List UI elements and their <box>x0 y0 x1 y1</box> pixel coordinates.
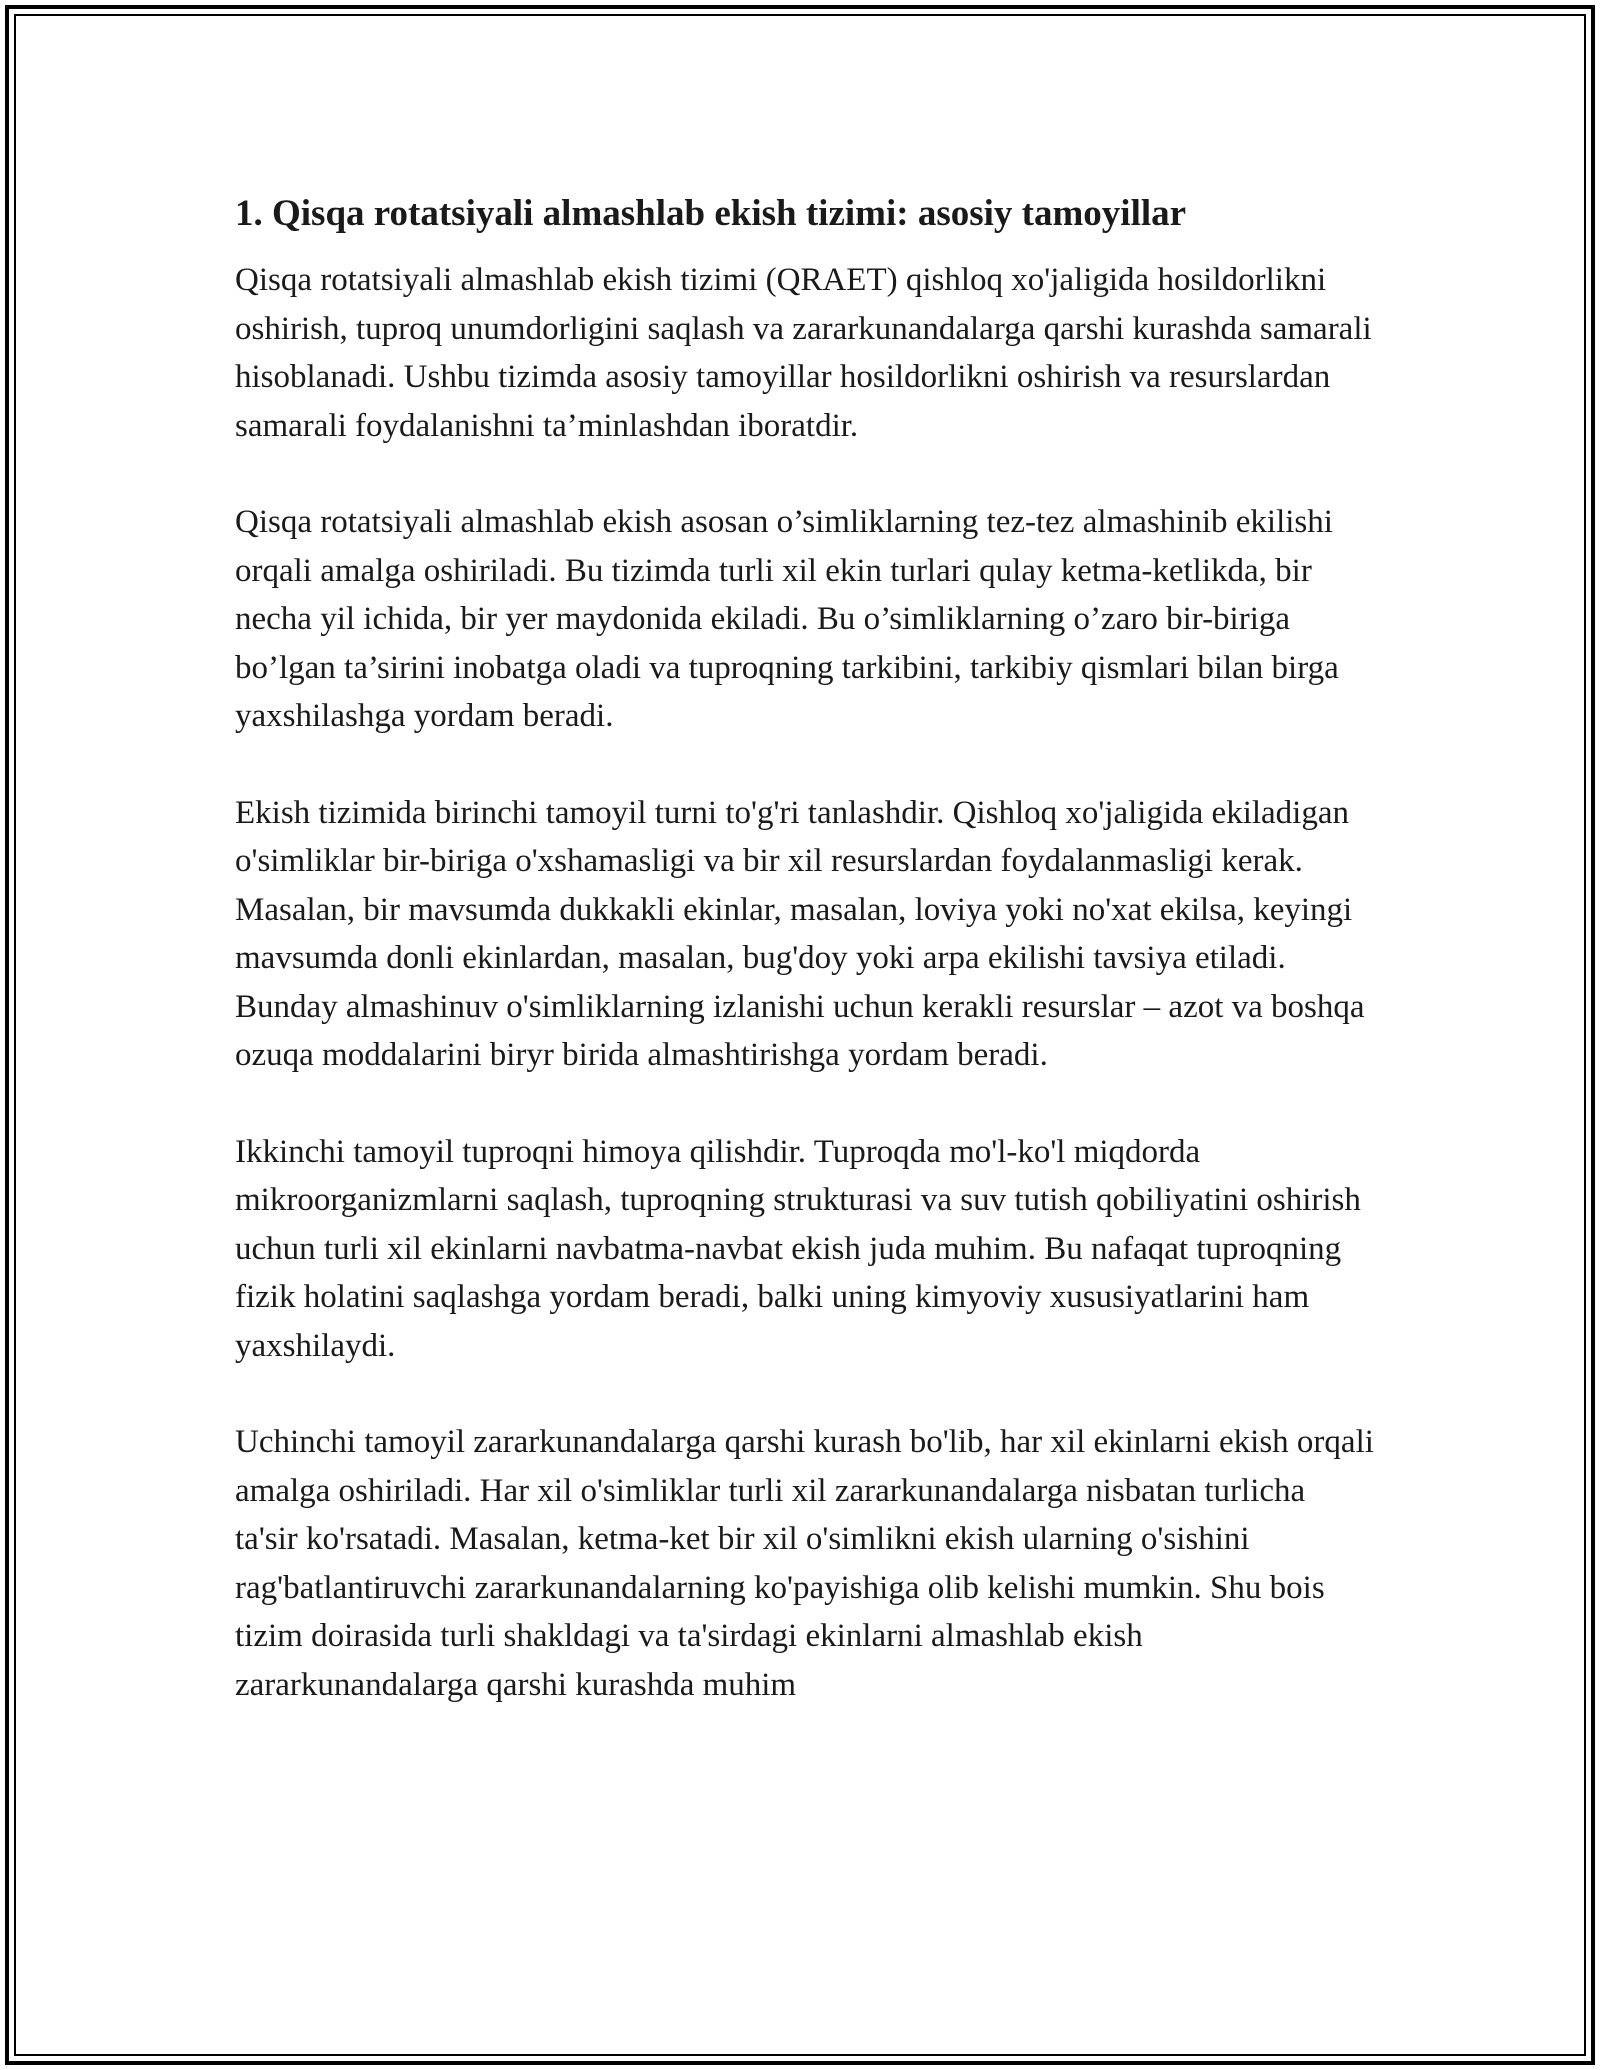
paragraph-intro: Qisqa rotatsiyali almashlab ekish tizimi (QRAET) qishloq xo'jaligida hosildorlikni oshirish, tuproq unumdorligini saqlash va zararkunandalarga qarshi kurashda samarali hisoblanadi. Ushbu tizimda asosiy tamoyillar hosildorlikni oshirish va resurslardan samarali foydalanishni ta’minlashdan iboratdir. <box>235 262 1372 444</box>
paragraph-rotation: Qisqa rotatsiyali almashlab ekish asosan o’simliklarning tez-tez almashinib ekilishi orqali amalga oshiriladi. Bu tizimda turli xil ekin turlari qulay ketma-ketlikda, bir necha yil ichida, bir yer maydonida ekiladi. Bu o’simliklarning o’zaro bir-biriga bo’lgan ta’sirini inobatga oladi va tuproqning tarkibini, tarkibiy qismlari bilan birga yaxshilashga yordam beradi. <box>235 504 1339 734</box>
paragraph-third-principle: Uchinchi tamoyil zararkunandalarga qarshi kurash bo'lib, har xil ekinlarni ekish orqali amalga oshiriladi. Har xil o'simliklar turli xil zararkunandalarga nisbatan turlicha ta'sir ko'rsatadi. Masalan, ketma-ket bir xil o'simlikni ekish ularning o'sishini rag'batlantiruvchi zararkunandalarning ko'payishiga olib kelishi mumkin. Shu bois tizim doirasida turli shakldagi va ta'sirdagi ekinlarni almashlab ekish zararkunandalarga qarshi kurashda muhim <box>235 1424 1374 1703</box>
document-body <box>235 188 1375 1757</box>
section-heading: 1. Qisqa rotatsiyali almashlab ekish tizimi: asosiy tamoyillar <box>235 193 1187 234</box>
paragraph-first-principle: Ekish tizimida birinchi tamoyil turni to'g'ri tanlashdir. Qishloq xo'jaligida ekiladigan o'simliklar bir-biriga o'xshamasligi va bir xil resurslardan foydalanmasligi kerak. Masalan, bir mavsumda dukkakli ekinlar, masalan, loviya yoki no'xat ekilsa, keyingi mavsumda donli ekinlardan, masalan, bug'doy yoki arpa ekilishi tavsiya etiladi. Bunday almashinuv o'simliklarning izlanishi uchun kerakli resurslar – azot va boshqa ozuqa moddalarini biryr birida almashtirishga yordam beradi. <box>235 794 1365 1073</box>
paragraph-second-principle: Ikkinchi tamoyil tuproqni himoya qilishdir. Tuproqda mo'l-ko'l miqdorda mikroorganizmlarni saqlash, tuproqning strukturasi va suv tutish qobiliyatini oshirish uchun turli xil ekinlarni navbatma-navbat ekish juda muhim. Bu nafaqat tuproqning fizik holatini saqlashga yordam beradi, balki uning kimyoviy xususiyatlarini ham yaxshilaydi. <box>235 1133 1361 1364</box>
